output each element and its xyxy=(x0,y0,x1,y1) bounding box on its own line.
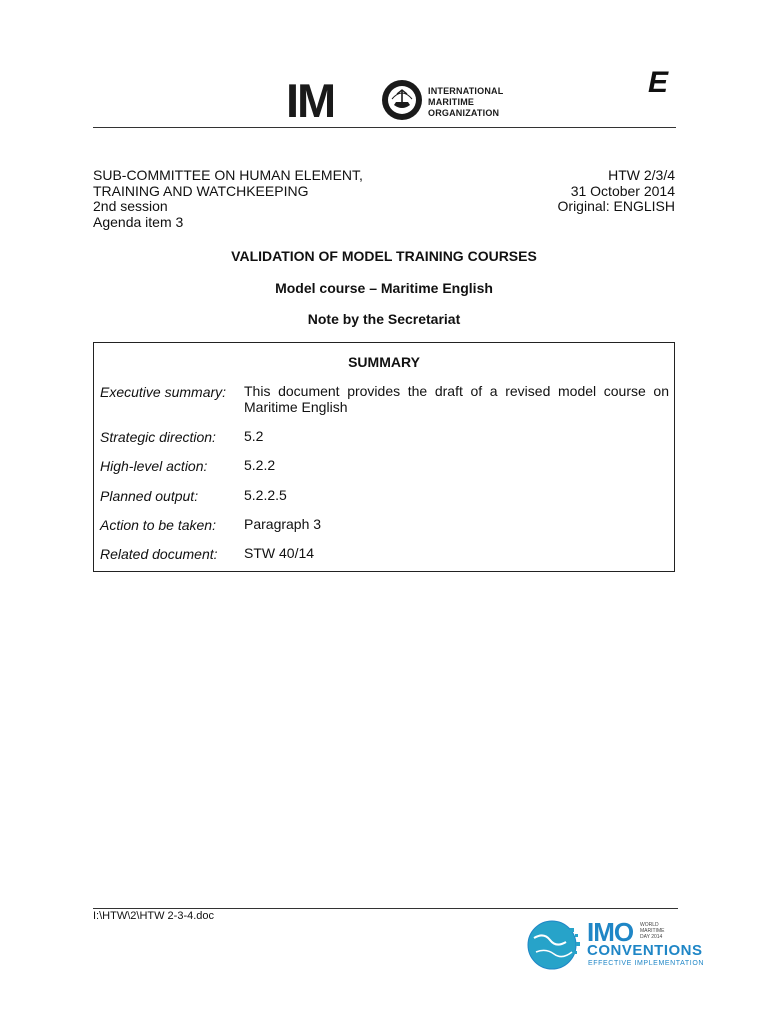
imo-emblem-icon xyxy=(380,78,424,122)
language-code: E xyxy=(648,66,669,99)
summary-value: STW 40/14 xyxy=(244,545,315,561)
imo-logo xyxy=(276,72,520,126)
document-note: Note by the Secretariat xyxy=(307,311,461,327)
conventions-word: CONVENTIONS xyxy=(587,942,703,959)
summary-label: High-level action: xyxy=(100,458,208,474)
summary-box xyxy=(93,342,675,572)
footer-rule xyxy=(93,908,678,909)
summary-value: This document provides the draft of a revised model course on Maritime English xyxy=(244,383,669,415)
summary-value: 5.2 xyxy=(244,428,264,444)
logo-letters: IM xyxy=(286,74,335,127)
world-maritime-day-badge: WORLD MARITIME DAY 2014 xyxy=(640,922,665,940)
summary-label: Related document: xyxy=(100,546,218,562)
file-path: I:\HTW\2\HTW 2-3-4.doc xyxy=(93,910,215,922)
summary-heading: SUMMARY xyxy=(348,354,420,370)
document-reference: HTW 2/3/4 31 October 2014 Original: ENGLISH xyxy=(557,167,675,214)
header-rule xyxy=(93,127,676,128)
summary-label: Executive summary: xyxy=(100,384,227,400)
committee-info: SUB-COMMITTEE ON HUMAN ELEMENT, TRAINING AND WATCHKEEPING 2nd session Agenda item 3 xyxy=(93,167,363,230)
summary-value: 5.2.2 xyxy=(244,457,276,473)
conventions-imo: IMO xyxy=(587,917,634,947)
document-subtitle: Model course – Maritime English xyxy=(275,280,493,296)
logo-org-name: INTERNATIONAL MARITIME ORGANIZATION xyxy=(428,86,504,118)
globe-icon xyxy=(526,918,582,972)
summary-label: Action to be taken: xyxy=(100,517,216,533)
conventions-subtitle: EFFECTIVE IMPLEMENTATION xyxy=(588,960,705,967)
document-title: VALIDATION OF MODEL TRAINING COURSES xyxy=(231,248,537,264)
summary-value: Paragraph 3 xyxy=(244,516,322,532)
summary-label: Planned output: xyxy=(100,488,199,504)
summary-label: Strategic direction: xyxy=(100,429,216,445)
summary-value: 5.2.2.5 xyxy=(244,487,287,503)
